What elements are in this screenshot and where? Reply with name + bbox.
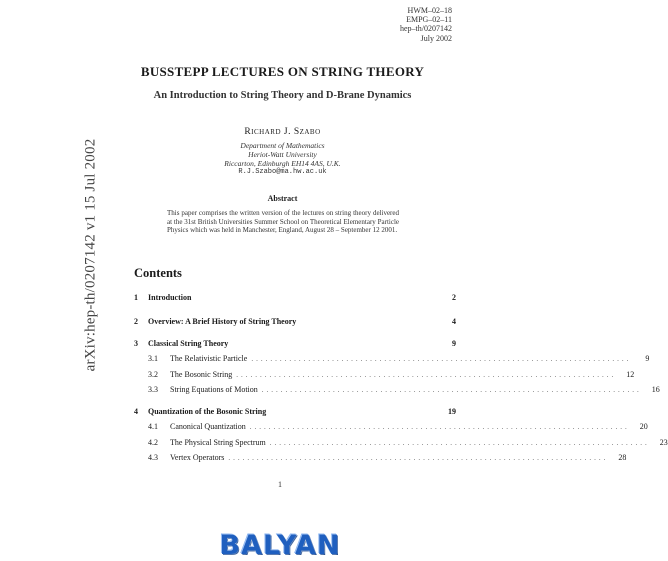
toc-subsection-entry[interactable] [134,453,627,462]
toc-subsection-entry[interactable] [134,354,650,363]
toc-entry-number: 4.1 [148,422,158,431]
toc-entry-label: Overview: A Brief History of String Theory [148,317,297,326]
author-email: R.J.Szabo@ma.hw.ac.uk [238,168,327,176]
toc-entry-label: String Equations of Motion [170,385,258,394]
toc-leader-dots: ................................................................................ [269,439,650,447]
paper-title: BUSSTEPP LECTURES ON STRING THEORY [140,64,425,79]
toc-leader-dots: ................................................................................ [249,423,630,431]
paper-subtitle: An Introduction to String Theory and D-Brane Dynamics [153,90,412,101]
toc-entry-label: Vertex Operators [170,453,225,462]
toc-subsection-entry[interactable] [134,370,635,379]
toc-entry-number: 4.3 [148,453,158,462]
toc-entry-label: The Bosonic String [170,370,233,379]
affiliation-line: Heriot-Watt University [248,150,317,159]
preprint-number: HWM–02–18 [407,6,452,15]
toc-entry-label: Introduction [148,293,192,302]
contents-heading: Contents [134,266,182,280]
toc-leader-dots: ................................................................................ [236,371,617,379]
toc-subsection-entry[interactable] [134,422,648,431]
toc-leader-dots: ................................................................................ [261,386,642,394]
toc-entry-label: Classical String Theory [148,339,229,348]
preprint-number: EMPG–02–11 [406,15,452,24]
toc-section-entry[interactable] [134,339,456,348]
toc-entry-number: 1 [134,293,138,302]
arxiv-id: arXiv:hep-th/0207142 v1 15 Jul 2002 [82,138,99,372]
abstract-heading: Abstract [267,194,298,203]
toc-entry-page: 16 [651,385,660,394]
toc-section-entry[interactable] [134,407,456,416]
publication-date: July 2002 [420,34,452,43]
toc-entry-number: 3 [134,339,138,348]
toc-entry-label: Quantization of the Bosonic String [148,407,267,416]
toc-entry-label: The Relativistic Particle [170,354,248,363]
toc-subsection-entry[interactable] [134,385,660,394]
toc-entry-page: 9 [452,339,456,348]
toc-entry-number: 3.2 [148,370,158,379]
toc-entry-page: 2 [452,293,456,302]
toc-entry-number: 4.2 [148,438,158,447]
toc-section-entry[interactable] [134,317,456,326]
affiliation-line: Riccarton, Edinburgh EH14 4AS, U.K. [224,159,341,168]
preprint-number: hep–th/0207142 [400,24,452,33]
affiliation-line: Department of Mathematics [240,141,325,150]
toc-leader-dots: ................................................................................ [251,355,632,363]
table-of-contents [134,0,668,560]
toc-section-entry[interactable] [134,293,456,302]
toc-entry-page: 23 [659,438,668,447]
abstract-text: This paper comprises the written version of the lectures on string theory delivered at the 31st British Universities Summer School on Theoretical Elementary Particle Physics which was held in Manchester, England, August 28 – September 12 2001. [167,209,399,235]
toc-entry-page: 4 [452,317,456,326]
toc-subsection-entry[interactable] [134,438,668,447]
watermark-logo: BALYAN [219,530,341,561]
toc-entry-label: The Physical String Spectrum [170,438,266,447]
toc-entry-number: 3.1 [148,354,158,363]
page-number: 1 [278,480,282,489]
toc-entry-number: 2 [134,317,138,326]
toc-entry-page: 9 [645,354,650,363]
toc-entry-label: Canonical Quantization [170,422,246,431]
toc-entry-page: 20 [639,422,648,431]
toc-entry-number: 4 [134,407,138,416]
toc-entry-page: 12 [626,370,635,379]
toc-entry-page: 28 [618,453,627,462]
toc-entry-page: 19 [448,407,456,416]
toc-entry-number: 3.3 [148,385,158,394]
author-name: Richard J. Szabo [244,127,321,137]
toc-leader-dots: ................................................................................ [228,454,609,462]
